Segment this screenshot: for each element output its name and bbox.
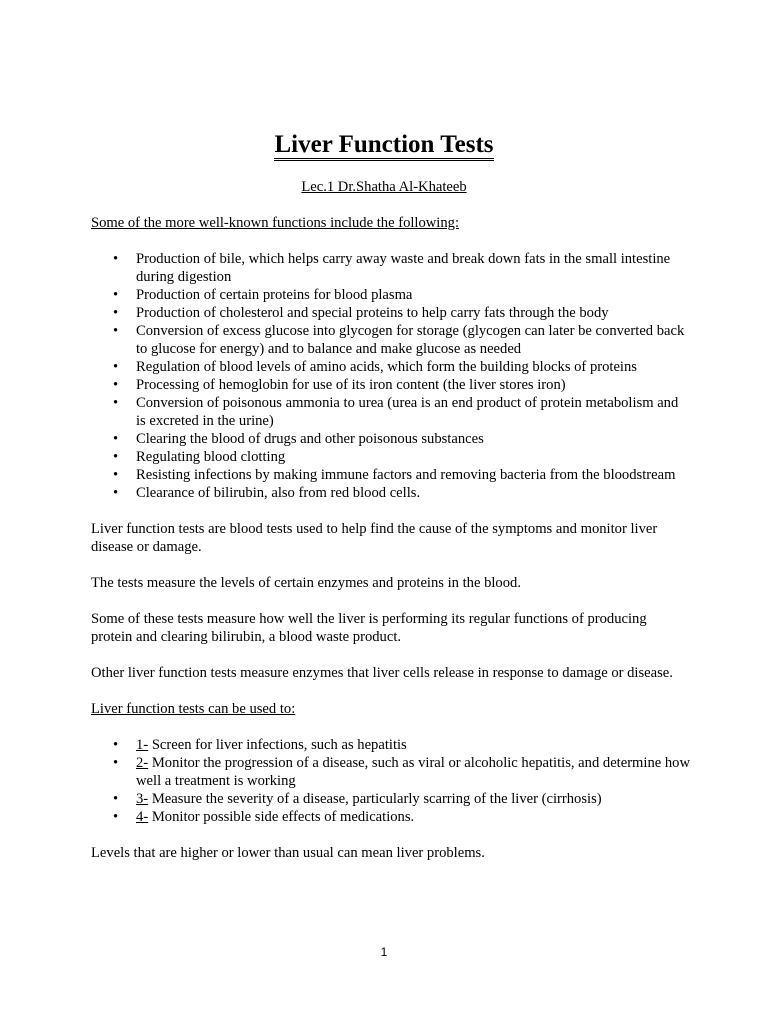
- list-item: • 1- Screen for liver infections, such as hepatitis: [113, 737, 407, 753]
- item-number: 3-: [136, 791, 149, 807]
- bullet-icon: •: [113, 377, 119, 393]
- bullet-icon: •: [113, 485, 119, 501]
- list-item: • 3- Measure the severity of a disease, particularly scarring of the liver (cirrhosis): [113, 791, 602, 807]
- bullet-icon: •: [113, 449, 119, 465]
- list-item: • Conversion of excess glucose into glycogen for storage (glycogen can later be converted back to glucose for energy) and to balance and make glucose as needed: [113, 323, 685, 357]
- list-item: • Clearance of bilirubin, also from red blood cells.: [113, 485, 421, 501]
- bullet-icon: •: [113, 809, 119, 825]
- paragraph-closing: Levels that are higher or lower than usual can mean liver problems.: [91, 845, 485, 861]
- bullet-icon: •: [113, 251, 119, 267]
- list-item: • Conversion of poisonous ammonia to urea (urea is an end product of protein metabolism and is excreted in the urine): [113, 395, 679, 429]
- list-item: • 2- Monitor the progression of a disease, such as viral or alcoholic hepatitis, and determine how well a treatment is working: [113, 755, 691, 789]
- bullet-icon: •: [113, 323, 119, 339]
- list-item: • Processing of hemoglobin for use of its iron content (the liver stores iron): [113, 377, 566, 393]
- list-item: • Clearing the blood of drugs and other poisonous substances: [113, 431, 484, 447]
- bullet-icon: •: [113, 395, 119, 411]
- list-item: • Regulating blood clotting: [113, 449, 286, 465]
- item-number: 1-: [136, 737, 149, 753]
- title-text: Liver Function Tests: [274, 131, 493, 161]
- paragraph-purpose: Liver function tests are blood tests used to help find the cause of the symptoms and monitor liver disease or damage.: [91, 521, 658, 555]
- bullet-icon: •: [113, 287, 119, 303]
- bullet-icon: •: [113, 305, 119, 321]
- list-item: • Production of bile, which helps carry away waste and break down fats in the small intestine during digestion: [113, 251, 671, 285]
- bullet-icon: •: [113, 737, 119, 753]
- uses-list: [91, 736, 691, 826]
- item-number: 2-: [136, 755, 149, 771]
- page-number: 1: [380, 945, 388, 959]
- uses-intro: Liver function tests can be used to:: [91, 701, 296, 717]
- page-title: [0, 128, 768, 162]
- list-item: • Resisting infections by making immune factors and removing bacteria from the bloodstream: [113, 467, 676, 483]
- document-body: [91, 214, 691, 862]
- list-item: • 4- Monitor possible side effects of medications.: [113, 809, 415, 825]
- list-item: • Production of cholesterol and special proteins to help carry fats through the body: [113, 305, 609, 321]
- lecture-subtitle: Lec.1 Dr.Shatha Al-Khateeb: [301, 179, 467, 195]
- list-item: • Regulation of blood levels of amino acids, which form the building blocks of proteins: [113, 359, 637, 375]
- bullet-icon: •: [113, 791, 119, 807]
- bullet-icon: •: [113, 359, 119, 375]
- functions-intro: Some of the more well-known functions include the following:: [91, 215, 460, 231]
- functions-list: [91, 250, 691, 502]
- bullet-icon: •: [113, 755, 119, 771]
- item-number: 4-: [136, 809, 149, 825]
- paragraph-measure: The tests measure the levels of certain enzymes and proteins in the blood.: [91, 575, 521, 591]
- list-item: • Production of certain proteins for blood plasma: [113, 287, 413, 303]
- bullet-icon: •: [113, 431, 119, 447]
- paragraph-performance: Some of these tests measure how well the liver is performing its regular functions of producing protein and clearing bilirubin, a blood waste product.: [91, 611, 647, 645]
- paragraph-enzymes: Other liver function tests measure enzymes that liver cells release in response to damage or disease.: [91, 665, 673, 681]
- bullet-icon: •: [113, 467, 119, 483]
